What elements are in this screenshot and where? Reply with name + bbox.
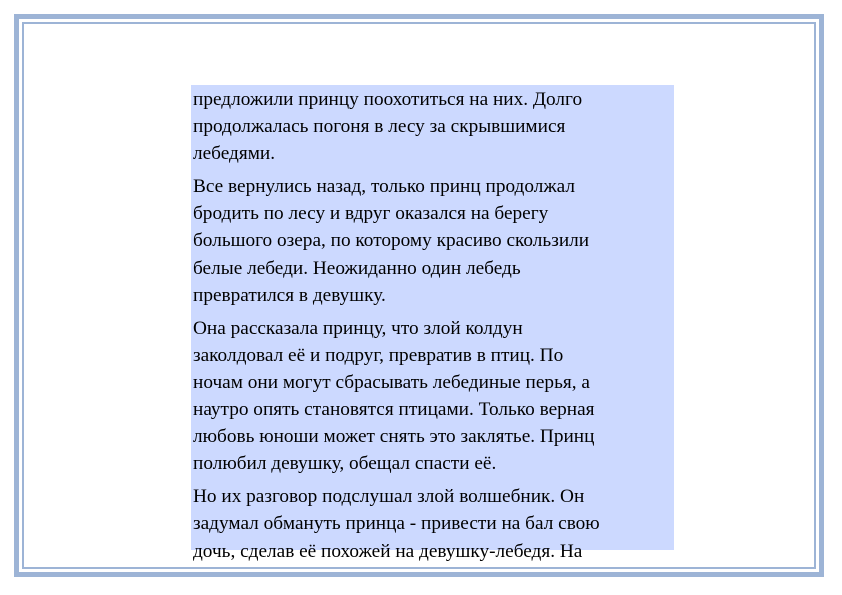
text-line: превратился в девушку.	[193, 284, 386, 306]
text-line: полюбил девушку, обещал спасти её.	[193, 453, 497, 475]
text-line: лебедями.	[193, 143, 276, 165]
text-line: бродить по лесу и вдруг оказался на берегу	[193, 203, 549, 225]
text-line: большого озера, по которому красиво скользили	[193, 230, 590, 252]
text-line: Она рассказала принцу, что злой колдун	[193, 317, 523, 339]
story-paragraph-4	[193, 483, 674, 564]
text-line: задумал обмануть принца - привести на бал свою	[193, 513, 600, 535]
text-line: любовь юноши может снять это заклятье. Принц	[193, 426, 595, 448]
story-text-box	[191, 85, 674, 562]
text-line: предложили принцу поохотиться на них. Долго	[193, 89, 583, 110]
text-line: Все вернулись назад, только принц продолжал	[193, 176, 576, 198]
text-line: продолжалась погоня в лесу за скрывшимися	[193, 116, 566, 138]
text-line: заколдовал её и подруг, превратив в птиц. По	[193, 344, 564, 366]
story-paragraph-2	[193, 173, 674, 308]
text-line: Но их разговор подслушал злой волшебник. Он	[193, 486, 585, 508]
story-paragraph-1	[193, 86, 674, 167]
text-line: белые лебеди. Неожиданно один лебедь	[193, 257, 521, 279]
text-line: дочь, сделав её похожей на девушку-лебедя. На	[193, 540, 583, 562]
text-line: ночам они могут сбрасывать лебединые перья, а	[193, 371, 590, 393]
text-line: наутро опять становятся птицами. Только верная	[193, 399, 595, 421]
story-paragraph-3	[193, 315, 674, 478]
